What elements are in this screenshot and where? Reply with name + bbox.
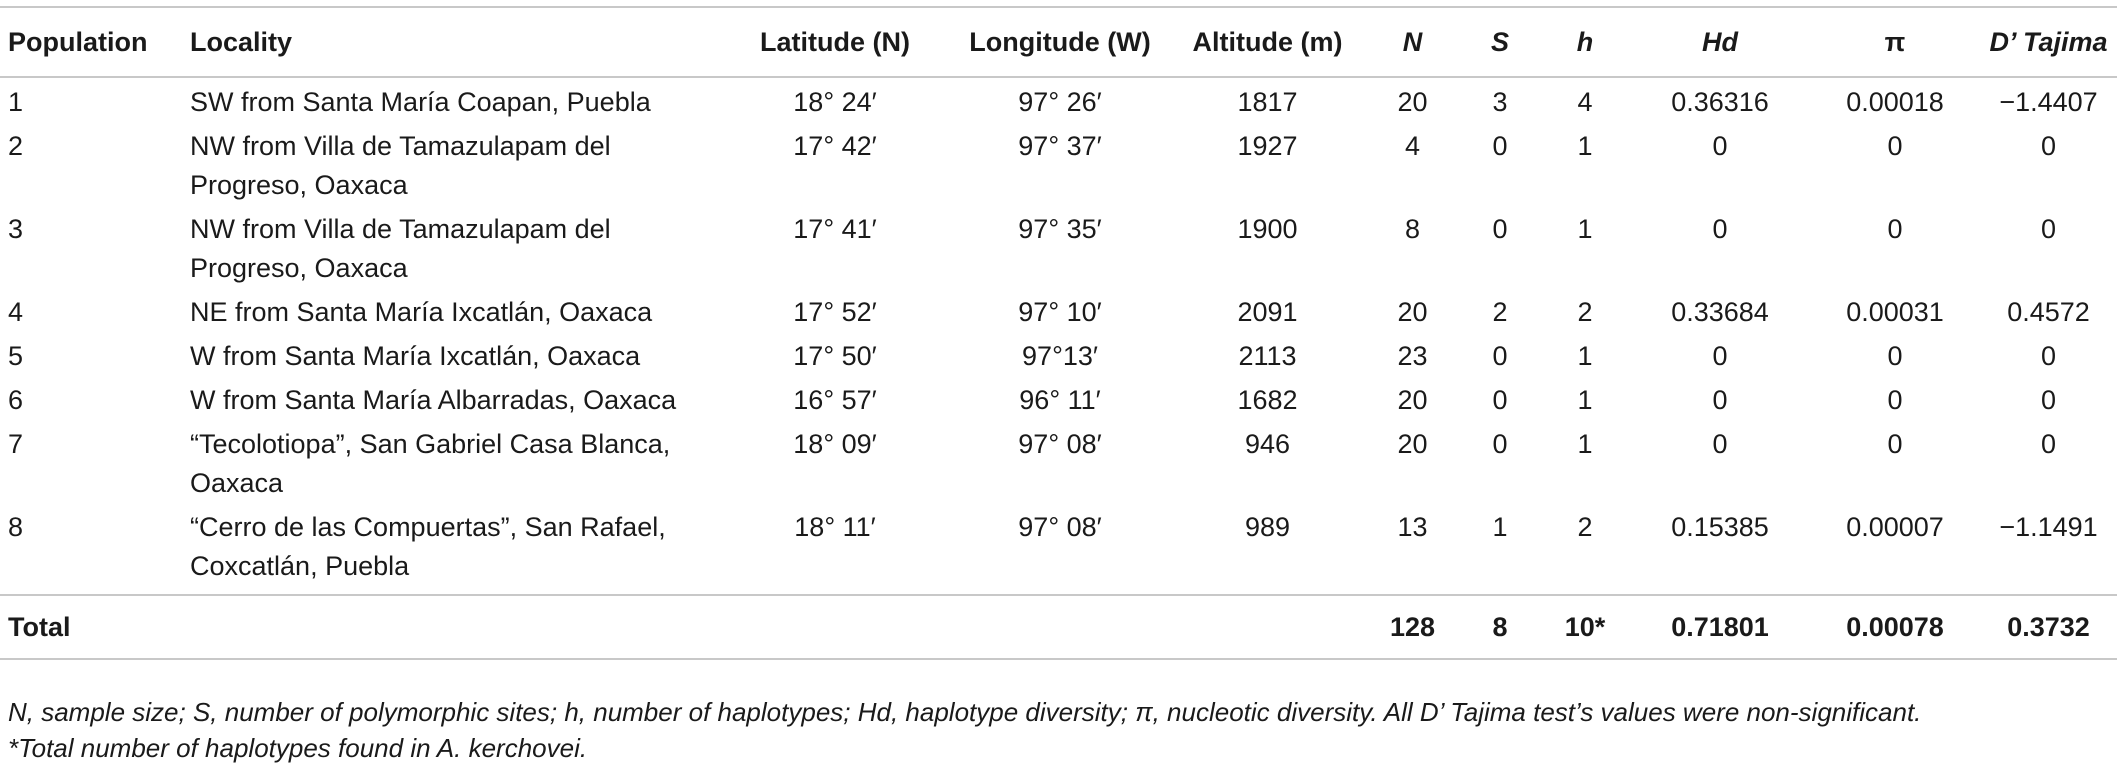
cell-locality bbox=[190, 420, 720, 503]
table-row bbox=[0, 376, 2117, 420]
cell-tajima: 0.4572 bbox=[2007, 297, 2090, 327]
table-footnote bbox=[8, 694, 2108, 766]
cell-pi: 0 bbox=[1887, 341, 1903, 371]
header-altitude: Altitude (m) bbox=[1192, 26, 1343, 57]
cell-population: 3 bbox=[8, 214, 24, 244]
table-row bbox=[0, 77, 2117, 122]
cell-tajima: −1.4407 bbox=[1999, 87, 2098, 117]
cell-h: 1 bbox=[1577, 385, 1593, 415]
cell-h: 1 bbox=[1577, 214, 1593, 244]
locality-line: Coxcatlán, Puebla bbox=[190, 551, 410, 581]
header-hd: Hd bbox=[1702, 26, 1738, 57]
cell-n: 20 bbox=[1397, 385, 1428, 415]
cell-altitude: 989 bbox=[1244, 512, 1291, 542]
header-tajima: D’ Tajima bbox=[1989, 26, 2108, 57]
cell-population: 2 bbox=[8, 131, 24, 161]
cell-population: 7 bbox=[8, 429, 24, 459]
cell-h: 2 bbox=[1577, 512, 1593, 542]
cell-longitude: 97° 08′ bbox=[1018, 512, 1102, 542]
cell-altitude: 1817 bbox=[1237, 87, 1298, 117]
total-hd: 0.71801 bbox=[1671, 612, 1769, 642]
footnote-total-haplotypes: *Total number of haplotypes found in A. kerchovei. bbox=[8, 733, 588, 763]
total-empty bbox=[1170, 595, 1365, 659]
cell-population: 5 bbox=[8, 341, 24, 371]
cell-altitude: 1900 bbox=[1237, 214, 1298, 244]
table-row bbox=[0, 122, 2117, 205]
cell-tajima: 0 bbox=[2040, 429, 2057, 459]
locality-line: “Tecolotiopa”, San Gabriel Casa Blanca, bbox=[190, 429, 671, 459]
locality-line: W from Santa María Ixcatlán, Oaxaca bbox=[190, 341, 641, 371]
cell-locality bbox=[190, 205, 720, 288]
cell-latitude: 16° 57′ bbox=[793, 385, 877, 415]
cell-population: 8 bbox=[8, 512, 24, 542]
cell-locality bbox=[190, 77, 720, 122]
cell-hd: 0.33684 bbox=[1671, 297, 1769, 327]
population-genetics-table bbox=[0, 6, 2117, 660]
cell-pi: 0 bbox=[1887, 214, 1903, 244]
cell-latitude: 18° 11′ bbox=[794, 512, 876, 542]
cell-latitude: 17° 41′ bbox=[793, 214, 877, 244]
header-h: h bbox=[1576, 26, 1594, 57]
cell-locality bbox=[190, 376, 720, 420]
header-longitude: Longitude (W) bbox=[969, 26, 1151, 57]
cell-population: 4 bbox=[8, 297, 24, 327]
header-s: S bbox=[1490, 26, 1509, 57]
cell-s: 3 bbox=[1492, 87, 1508, 117]
locality-line: NE from Santa María Ixcatlán, Oaxaca bbox=[190, 297, 653, 327]
cell-tajima: 0 bbox=[2040, 131, 2057, 161]
locality-line: W from Santa María Albarradas, Oaxaca bbox=[190, 385, 677, 415]
cell-s: 0 bbox=[1492, 214, 1508, 244]
total-tajima: 0.3732 bbox=[2007, 612, 2090, 642]
cell-locality bbox=[190, 288, 720, 332]
cell-latitude: 17° 52′ bbox=[793, 297, 877, 327]
cell-n: 20 bbox=[1397, 87, 1428, 117]
cell-population: 6 bbox=[8, 385, 24, 415]
cell-h: 1 bbox=[1577, 429, 1593, 459]
cell-h: 1 bbox=[1577, 341, 1593, 371]
locality-line: NW from Villa de Tamazulapam del bbox=[190, 131, 611, 161]
cell-s: 0 bbox=[1492, 341, 1508, 371]
cell-hd: 0 bbox=[1712, 429, 1728, 459]
cell-pi: 0.00018 bbox=[1846, 87, 1944, 117]
cell-h: 2 bbox=[1577, 297, 1593, 327]
table-footer bbox=[0, 595, 2117, 659]
cell-longitude: 97° 08′ bbox=[1018, 429, 1102, 459]
cell-n: 20 bbox=[1397, 297, 1428, 327]
cell-pi: 0 bbox=[1887, 385, 1903, 415]
locality-line: “Cerro de las Compuertas”, San Rafael, bbox=[190, 512, 666, 542]
cell-latitude: 17° 50′ bbox=[793, 341, 877, 371]
cell-longitude: 97° 10′ bbox=[1018, 297, 1102, 327]
cell-tajima: 0 bbox=[2040, 214, 2057, 244]
total-h: 10* bbox=[1564, 612, 1606, 642]
cell-longitude: 96° 11′ bbox=[1019, 385, 1101, 415]
cell-n: 23 bbox=[1397, 341, 1428, 371]
table-header bbox=[0, 7, 2117, 77]
cell-altitude: 2091 bbox=[1237, 297, 1298, 327]
cell-population: 1 bbox=[8, 87, 24, 117]
cell-n: 4 bbox=[1404, 131, 1421, 161]
cell-hd: 0 bbox=[1712, 131, 1728, 161]
total-empty bbox=[190, 595, 720, 659]
cell-hd: 0 bbox=[1712, 214, 1728, 244]
cell-s: 1 bbox=[1492, 512, 1508, 542]
table-row bbox=[0, 420, 2117, 503]
cell-s: 0 bbox=[1492, 131, 1508, 161]
locality-line: Progreso, Oaxaca bbox=[190, 170, 408, 200]
cell-pi: 0 bbox=[1887, 131, 1903, 161]
total-label: Total bbox=[8, 612, 71, 642]
cell-hd: 0 bbox=[1712, 385, 1728, 415]
cell-longitude: 97° 26′ bbox=[1018, 87, 1102, 117]
cell-latitude: 18° 24′ bbox=[793, 87, 877, 117]
cell-tajima: −1.1491 bbox=[1999, 512, 2098, 542]
cell-locality bbox=[190, 122, 720, 205]
cell-longitude: 97° 37′ bbox=[1018, 131, 1102, 161]
footnote-abbreviations: N, sample size; S, number of polymorphic sites; h, number of haplotypes; Hd, haplotype diversity; π, nucleotic diversity. All D’ Tajima test’s values were non-significant. bbox=[8, 697, 1922, 727]
cell-locality bbox=[190, 332, 720, 376]
total-empty bbox=[720, 595, 950, 659]
cell-altitude: 946 bbox=[1244, 429, 1291, 459]
cell-s: 0 bbox=[1492, 385, 1508, 415]
cell-longitude: 97° 35′ bbox=[1018, 214, 1102, 244]
cell-n: 20 bbox=[1397, 429, 1428, 459]
total-s: 8 bbox=[1492, 612, 1508, 642]
header-locality: Locality bbox=[190, 26, 293, 57]
cell-hd: 0.36316 bbox=[1671, 87, 1769, 117]
total-row bbox=[0, 595, 2117, 659]
table-row bbox=[0, 205, 2117, 288]
cell-tajima: 0 bbox=[2040, 341, 2057, 371]
header-population: Population bbox=[8, 26, 148, 57]
cell-tajima: 0 bbox=[2040, 385, 2057, 415]
cell-s: 0 bbox=[1492, 429, 1508, 459]
header-n: N bbox=[1402, 26, 1423, 57]
cell-h: 4 bbox=[1577, 87, 1593, 117]
header-latitude: Latitude (N) bbox=[760, 26, 910, 57]
cell-altitude: 1682 bbox=[1237, 385, 1298, 415]
locality-line: Oaxaca bbox=[190, 468, 284, 498]
cell-altitude: 1927 bbox=[1237, 131, 1298, 161]
cell-hd: 0.15385 bbox=[1671, 512, 1769, 542]
total-empty bbox=[950, 595, 1170, 659]
cell-s: 2 bbox=[1492, 297, 1508, 327]
cell-h: 1 bbox=[1577, 131, 1593, 161]
locality-line: Progreso, Oaxaca bbox=[190, 253, 408, 283]
total-n: 128 bbox=[1389, 612, 1436, 642]
cell-locality bbox=[190, 503, 720, 595]
cell-longitude: 97°13′ bbox=[1022, 341, 1098, 371]
locality-line: NW from Villa de Tamazulapam del bbox=[190, 214, 611, 244]
cell-n: 8 bbox=[1404, 214, 1421, 244]
table-row bbox=[0, 332, 2117, 376]
cell-altitude: 2113 bbox=[1238, 341, 1297, 371]
locality-line: SW from Santa María Coapan, Puebla bbox=[190, 87, 651, 117]
data-table-container bbox=[0, 6, 2117, 660]
cell-pi: 0.00031 bbox=[1846, 297, 1944, 327]
table-body bbox=[0, 77, 2117, 595]
cell-n: 13 bbox=[1397, 512, 1428, 542]
header-row bbox=[0, 7, 2117, 77]
cell-pi: 0 bbox=[1887, 429, 1903, 459]
table-row bbox=[0, 288, 2117, 332]
cell-latitude: 18° 09′ bbox=[793, 429, 877, 459]
cell-pi: 0.00007 bbox=[1846, 512, 1944, 542]
cell-latitude: 17° 42′ bbox=[793, 131, 877, 161]
cell-hd: 0 bbox=[1712, 341, 1728, 371]
table-row bbox=[0, 503, 2117, 595]
header-pi: π bbox=[1884, 26, 1906, 57]
total-pi: 0.00078 bbox=[1846, 612, 1944, 642]
